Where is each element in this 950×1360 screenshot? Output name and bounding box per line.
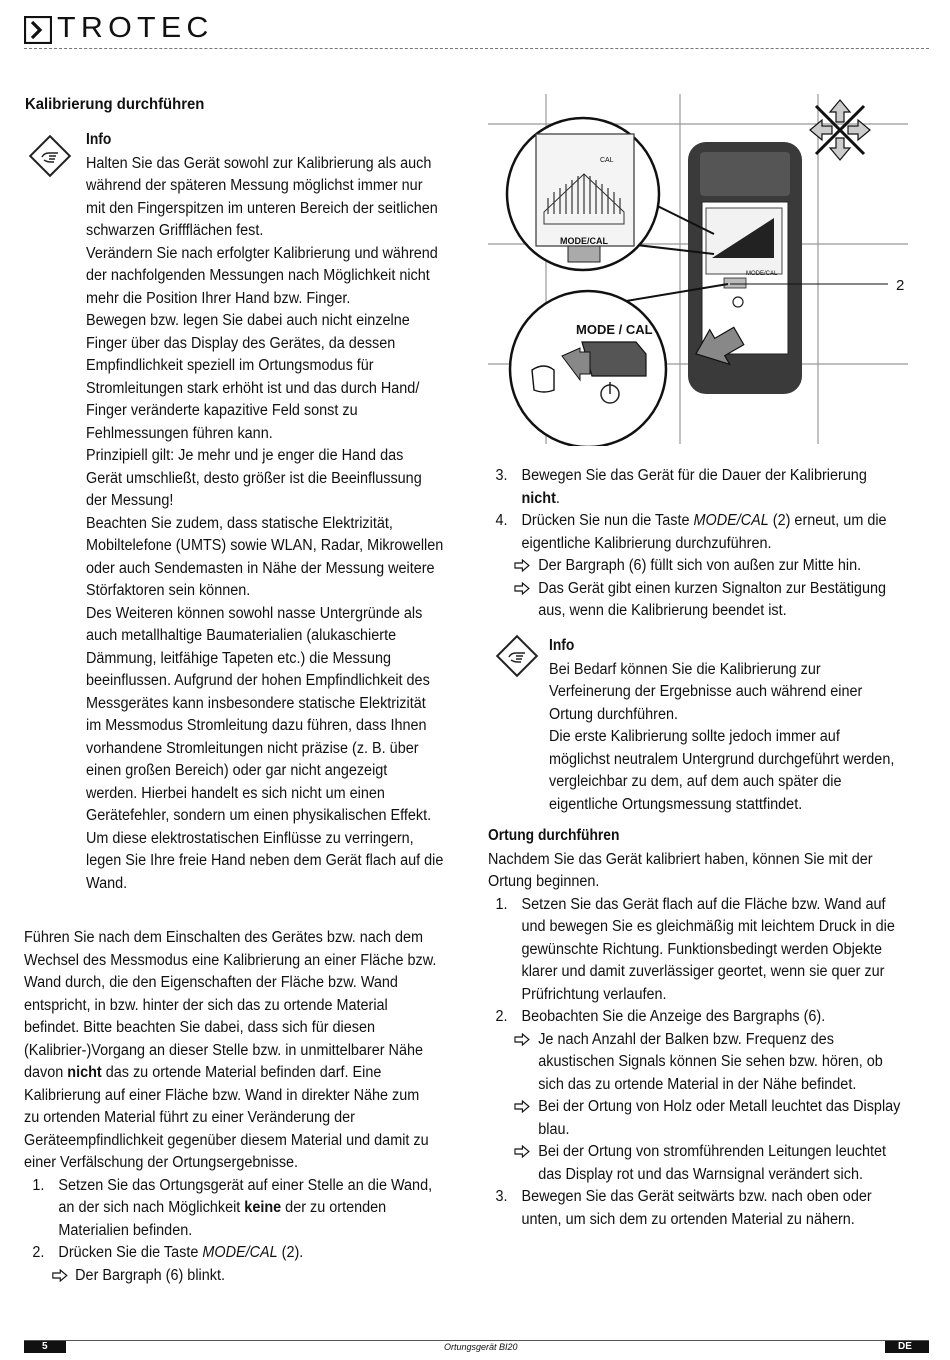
info-line: Die erste Kalibrierung sollte jedoch immer auf xyxy=(549,728,840,745)
paragraph-line: Geräteempfindlichkeit gegenüber diesem Material und damit zu xyxy=(24,1131,429,1149)
step-text xyxy=(521,488,915,511)
zoom-button-label: MODE/CAL xyxy=(560,236,608,246)
info-line: Bei Bedarf können Sie die Kalibrierung zur xyxy=(549,660,821,678)
header xyxy=(24,14,929,48)
step-number: 1. xyxy=(495,895,508,913)
result-line xyxy=(488,1029,916,1097)
step-number: 3. xyxy=(495,467,508,484)
step-number: 1. xyxy=(32,1176,45,1194)
key-mode-cal: MODE/CAL xyxy=(693,512,769,529)
text-span: Drücken Sie nun die Taste xyxy=(521,512,694,529)
info-line: Gerätefehler, sondern um einen physikalischen Effekt. xyxy=(86,807,432,824)
paragraph-line: einer Verfälschung der Ortungsergebnisse. xyxy=(24,1154,299,1171)
result-line xyxy=(488,578,916,623)
info-line: im Messmodus Stromleitung dazu führen, dass Ihnen xyxy=(86,717,427,734)
step-number: 3. xyxy=(495,1188,508,1205)
result-text: sich das zu ortende Material in der Nähe befindet. xyxy=(538,1075,857,1093)
trotec-logo-icon xyxy=(24,16,52,44)
info-line: Des Weiteren können sowohl nasse Untergründe als xyxy=(86,604,423,622)
step-text: Prüfrichtung verlaufen. xyxy=(521,985,667,1003)
paragraph-line: Führen Sie nach dem Einschalten des Gerätes bzw. nach dem xyxy=(24,929,424,946)
result-text: Je nach Anzahl der Balken bzw. Frequenz des xyxy=(538,1030,834,1048)
step-text: unten, um sich dem zu ortenden Material zu nähern. xyxy=(521,1210,855,1228)
info-line: auch metallhaltige Baumaterialien (alukaschierte xyxy=(86,627,397,644)
info-line: Wand. xyxy=(86,874,128,892)
header-rule xyxy=(24,48,929,49)
ortung-step-2 xyxy=(488,1006,916,1029)
info-line: Messgerätes kann insbesondere statische Elektrizität xyxy=(86,694,426,712)
step-number: 2. xyxy=(32,1244,45,1261)
result-text: aus, wenn die Kalibrierung beendet ist. xyxy=(538,602,787,619)
result-text: Der Bargraph (6) blinkt. xyxy=(75,1266,225,1284)
info-line: Finger über das Display des Gerätes, da dessen xyxy=(86,334,396,352)
result-arrow-icon xyxy=(514,1033,531,1046)
paragraph-line: Ortung beginnen. xyxy=(488,873,600,890)
section-title-ortung: Ortung durchführen xyxy=(488,827,620,844)
info-line: legen Sie Ihre freie Hand neben dem Gerät flach auf die xyxy=(86,852,444,869)
info-line: Verfeinerung der Ergebnisse auch während einer xyxy=(549,683,863,700)
info-text xyxy=(86,153,458,896)
result-line xyxy=(488,555,916,578)
result-text: Bei der Ortung von stromführenden Leitungen leuchtet xyxy=(538,1143,887,1160)
calibration-step-3 xyxy=(488,465,916,510)
info-line: mit den Fingerspitzen im unteren Bereich der seitlichen xyxy=(86,199,438,217)
ortung-step-1 xyxy=(488,894,916,1007)
info-line: Halten Sie das Gerät sowohl zur Kalibrierung als auch xyxy=(86,154,432,172)
paragraph-line: zu ortenden Material führt zu einer Veränderung der xyxy=(24,1109,355,1126)
text-span: Drücken Sie die Taste xyxy=(58,1244,203,1261)
step-text: Bewegen Sie das Gerät seitwärts bzw. nach oben oder xyxy=(521,1188,872,1205)
paragraph-line: Nachdem Sie das Gerät kalibriert haben, können Sie mit der xyxy=(488,850,873,868)
no-move-icon xyxy=(810,100,870,160)
text-span: . xyxy=(555,489,560,507)
info-line: vergleichbar zu dem, auf dem auch später die xyxy=(549,773,842,790)
paragraph-line: Kalibrierung auf einer Fläche bzw. Wand in direkter Nähe zum xyxy=(24,1086,420,1104)
info-line: schwarzen Griffflächen fest. xyxy=(86,222,264,239)
step-text: Beobachten Sie die Anzeige des Bargraphs (6). xyxy=(521,1008,826,1025)
info-line: Störfaktoren sein können. xyxy=(86,582,251,599)
result-arrow-icon xyxy=(52,1269,69,1282)
info-line: einen großen Bereich) oder gar nicht angezeigt xyxy=(86,762,388,779)
text-span: das zu ortende Material befinden darf. Eine xyxy=(101,1064,382,1081)
info-line: der Messung! xyxy=(86,492,174,509)
result-text: akustischen Signals können Sie sehen bzw. hören, ob xyxy=(538,1053,883,1070)
result-arrow-icon xyxy=(514,1145,531,1158)
info-line: Stromleitungen stark erhöht ist und das durch Hand/ xyxy=(86,379,420,397)
text-span: an der sich nach Möglichkeit xyxy=(58,1199,245,1216)
paragraph-line: befindet. Bitte beachten Sie dabei, dass sich für diesen xyxy=(24,1019,376,1036)
section-title-kalibrierung: Kalibrierung durchführen xyxy=(25,96,205,113)
text-span: (2) erneut, um die xyxy=(768,512,887,529)
info-line: Ortung durchführen. xyxy=(549,705,679,723)
right-info xyxy=(549,635,921,816)
device-button-label: MODE/CAL xyxy=(746,271,778,277)
result-text: Das Gerät gibt einen kurzen Signalton zur Bestätigung xyxy=(538,579,886,597)
result-arrow-icon xyxy=(514,1100,531,1113)
step-number: 4. xyxy=(495,512,508,529)
info-hand-icon xyxy=(27,133,73,179)
result-text: blau. xyxy=(538,1120,570,1138)
result-arrow-icon xyxy=(514,582,531,595)
step-text xyxy=(58,1242,451,1265)
key-mode-cal: MODE/CAL xyxy=(202,1244,278,1261)
ortung-step-3 xyxy=(488,1186,916,1231)
info-line: Fehlmessungen führen kann. xyxy=(86,424,273,442)
info-line: Um diese elektrostatischen Einflüsse zu verringern, xyxy=(86,829,414,847)
step-text: gewünschte Richtung. Funktionsbedingt werden Objekte xyxy=(521,940,883,958)
left-info xyxy=(86,129,458,895)
info-title: Info xyxy=(86,131,112,148)
info-line: Beachten Sie zudem, dass statische Elektrizität, xyxy=(86,514,393,532)
calibration-step-2 xyxy=(24,1242,452,1265)
left-paragraph xyxy=(24,927,452,1287)
footer xyxy=(24,1340,929,1354)
zoom-display xyxy=(507,118,714,270)
result-line xyxy=(24,1265,452,1288)
step-text: Materialien befinden. xyxy=(58,1221,193,1239)
info-line: Mobiltelefone (UMTS) sowie WLAN, Radar, Mikrowellen xyxy=(86,537,444,554)
page-number: 5 xyxy=(42,1341,48,1352)
info-line: Empfindlichkeit speziell im Ortungsmodus für xyxy=(86,357,374,374)
step-text: klarer und damit zuverlässiger geortet, wenn sie quer zur xyxy=(521,963,885,980)
result-arrow-icon xyxy=(514,559,531,572)
info-line: beeinflussen. Aufgrund der hohen Empfindlichkeit des xyxy=(86,672,430,689)
emphasis-nicht: nicht xyxy=(521,489,556,507)
right-ortung xyxy=(488,825,916,1231)
info-title: Info xyxy=(549,637,575,654)
step-text: und bewegen Sie es gleichmäßig mit leichtem Druck in die xyxy=(521,918,895,935)
callout-number: 2 xyxy=(896,277,905,294)
text-span: davon xyxy=(24,1064,68,1081)
language-code: DE xyxy=(898,1341,912,1352)
info-line: eigentliche Ortungsmessung stattfindet. xyxy=(549,795,803,813)
info-text xyxy=(549,659,921,817)
logo-text: TROTEC xyxy=(57,12,214,44)
info-line: während der späteren Messung möglichst immer nur xyxy=(86,177,423,194)
step-text: eigentliche Kalibrierung durchzuführen. xyxy=(521,534,772,552)
text-span: (2). xyxy=(277,1244,304,1261)
paragraph-line: Wechsel des Messmodus eine Kalibrierung an einer Fläche bzw. xyxy=(24,951,437,969)
step-text: Bewegen Sie das Gerät für die Dauer der Kalibrierung xyxy=(521,467,867,484)
info-line: Bewegen bzw. legen Sie dabei auch nicht einzelne xyxy=(86,312,410,329)
emphasis-nicht: nicht xyxy=(67,1064,102,1081)
result-line xyxy=(488,1141,916,1186)
doc-title: Ortungsgerät BI20 xyxy=(444,1342,518,1352)
info-line: Finger veränderte kapazitive Feld sonst zu xyxy=(86,402,358,419)
info-line: Verändern Sie nach erfolgter Kalibrierung und während xyxy=(86,244,438,262)
emphasis-keine: keine xyxy=(244,1199,282,1216)
step-text xyxy=(521,510,915,533)
calibration-step-4 xyxy=(488,510,916,555)
info-line: mehr die Position Ihrer Hand bzw. Finger. xyxy=(86,289,351,307)
info-line: Prinzipiell gilt: Je mehr und je enger die Hand das xyxy=(86,447,404,464)
calibration-illustration xyxy=(488,94,928,446)
step-text xyxy=(58,1197,451,1220)
paragraph-line: entspricht, in bzw. hinter der sich das zu ortende Material xyxy=(24,996,388,1014)
step-number: 2. xyxy=(495,1008,508,1025)
info-hand-icon xyxy=(494,633,540,679)
calibration-step-1 xyxy=(24,1175,452,1243)
result-text: das Display rot und das Warnsignal verändert sich. xyxy=(538,1165,863,1183)
info-line: werden. Hierbei handelt es sich nicht um einen xyxy=(86,784,385,802)
info-line: Gerät umschließt, desto größer ist die Beeinflussung xyxy=(86,469,422,487)
text-span: der zu ortenden xyxy=(281,1199,387,1216)
info-line: vorhandene Stromleitungen nicht präzise (z. B. über xyxy=(86,739,419,757)
info-line: möglichst neutralem Untergrund durchgeführt werden, xyxy=(549,750,895,768)
paragraph-line: (Kalibrier-)Vorgang an dieser Stelle bzw. in unmittelbarer Nähe xyxy=(24,1041,424,1059)
info-line: oder auch Sendemasten in Nähe der Messung weitere xyxy=(86,559,435,577)
info-line: der nachfolgenden Messungen nach Möglichkeit nicht xyxy=(86,267,430,284)
zoom-mode-cal-label: MODE / CAL xyxy=(576,322,653,337)
paragraph-line: Wand durch, die den Eigenschaften der Fläche bzw. Wand xyxy=(24,974,398,991)
result-text: Der Bargraph (6) füllt sich von außen zur Mitte hin. xyxy=(538,557,862,574)
step-text: Setzen Sie das Ortungsgerät auf einer Stelle an die Wand, xyxy=(58,1176,433,1194)
paragraph-line-davon xyxy=(24,1062,452,1085)
result-text: Bei der Ortung von Holz oder Metall leuchtet das Display xyxy=(538,1098,901,1115)
step-text: Setzen Sie das Gerät flach auf die Fläche bzw. Wand auf xyxy=(521,895,886,913)
result-line xyxy=(488,1096,916,1141)
info-line: Dämmung, leitfähige Tapeten etc.) die Messung xyxy=(86,649,392,667)
right-steps xyxy=(488,465,916,623)
display-cal-label: CAL xyxy=(600,157,614,164)
